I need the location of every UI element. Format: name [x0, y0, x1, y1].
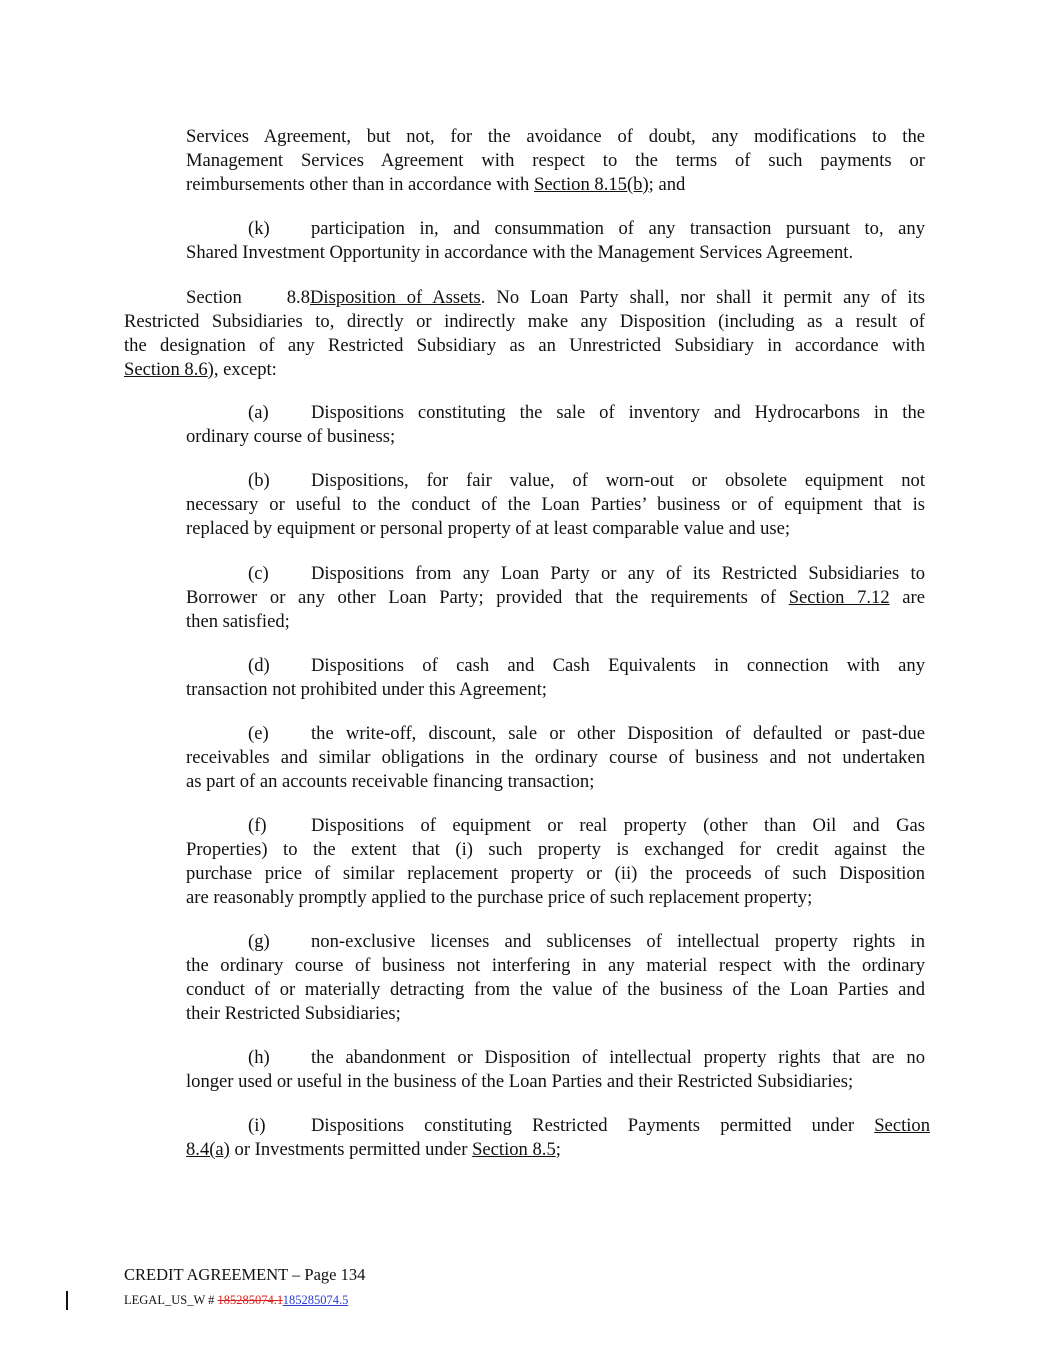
text-line: purchase price of similar replacement property or (ii) the proceeds of such Disposition [186, 863, 925, 884]
text-line [186, 401, 925, 425]
clause-k [186, 217, 930, 265]
text-line: Management Services Agreement with respect to the terms of such payments or [186, 150, 925, 171]
clause-f [186, 814, 925, 910]
clause-label: (h) [248, 1047, 270, 1068]
section-reference-8-15b[interactable]: Section 8.15(b) [534, 174, 649, 195]
text-line: then satisfied; [186, 611, 290, 632]
clause-label: (d) [248, 655, 270, 676]
text-line: Shared Investment Opportunity in accordance with the Management Services Agreement. [186, 242, 854, 263]
text-line [186, 814, 925, 838]
clause-c [186, 562, 925, 634]
text-line: the ordinary course of business not interfering in any material respect with the ordinary [186, 955, 925, 976]
text-fragment: the write-off, discount, sale or other Disposition of defaulted or past-due [311, 723, 925, 744]
text-fragment: ; [555, 1139, 561, 1160]
section-reference-8-4a[interactable]: 8.4(a) [186, 1139, 230, 1160]
section-reference-8-6[interactable]: Section 8.6 [124, 359, 208, 380]
text-fragment: are [889, 587, 925, 608]
inserted-doc-number: 185285074.5 [282, 1293, 349, 1307]
paragraph-continuation [186, 125, 925, 197]
text-line [186, 173, 925, 197]
clause-b [186, 469, 925, 541]
text-line: their Restricted Subsidiaries; [186, 1003, 401, 1024]
text-line: necessary or useful to the conduct of the Loan Parties’ business or of equipment that is [186, 494, 925, 515]
change-bar [66, 1291, 68, 1310]
section-reference-8-5[interactable]: Section 8.5 [472, 1139, 556, 1160]
text-fragment: . No Loan Party shall, nor shall it permit any of its [480, 287, 925, 308]
section-heading: Disposition of Assets [310, 287, 481, 308]
text-line: Properties) to the extent that (i) such property is exchanged for credit against the [186, 839, 925, 860]
text-line [186, 1138, 930, 1162]
text-line [186, 1046, 925, 1070]
section-reference-8-4a[interactable]: Section [874, 1115, 930, 1136]
clause-label: (c) [248, 563, 269, 584]
text-fragment: ; and [648, 174, 686, 195]
text-line: replaced by equipment or personal property of at least comparable value and use; [186, 518, 791, 539]
text-fragment: reimbursements other than in accordance with [186, 174, 534, 195]
clause-label: (b) [248, 470, 270, 491]
doc-id-prefix: LEGAL_US_W # [124, 1293, 218, 1307]
text-fragment: Dispositions from any Loan Party or any of its Restricted Subsidiaries to [311, 563, 925, 584]
text-line [186, 562, 925, 586]
clause-i [186, 1114, 930, 1162]
text-line: Services Agreement, but not, for the avoidance of doubt, any modifications to the [186, 126, 925, 147]
text-fragment: Dispositions constituting the sale of inventory and Hydrocarbons in the [311, 402, 925, 423]
footer-page-title: CREDIT AGREEMENT – Page 134 [124, 1265, 366, 1284]
text-line: Restricted Subsidiaries to, directly or indirectly make any Disposition (including as a result of [124, 311, 925, 332]
clause-label: (i) [248, 1115, 266, 1136]
text-line [124, 286, 925, 310]
deleted-doc-number: 185285074.1 [217, 1293, 283, 1307]
clause-label: (e) [248, 723, 269, 744]
text-line: as part of an accounts receivable financing transaction; [186, 771, 595, 792]
text-fragment: Borrower or any other Loan Party; provided that the requirements of [186, 587, 789, 608]
text-line [186, 217, 925, 241]
text-line: conduct of or materially detracting from the value of the business of the Loan Parties and [186, 979, 925, 1000]
text-fragment: Dispositions of cash and Cash Equivalents in connection with any [311, 655, 925, 676]
text-line: the designation of any Restricted Subsidiary as an Unrestricted Subsidiary in accordance with [124, 335, 925, 356]
text-line: longer used or useful in the business of the Loan Parties and their Restricted Subsidiaries; [186, 1071, 854, 1092]
text-fragment: non-exclusive licenses and sublicenses of intellectual property rights in [311, 931, 925, 952]
text-line [186, 654, 925, 678]
text-line [186, 930, 925, 954]
footer-document-id [124, 1292, 348, 1308]
text-fragment: Dispositions, for fair value, of worn-out or obsolete equipment not [311, 470, 925, 491]
text-line [124, 358, 925, 382]
clause-a [186, 401, 925, 449]
text-fragment: Dispositions constituting Restricted Payments permitted under [311, 1115, 875, 1136]
text-fragment: ), except: [207, 359, 277, 380]
clause-h [186, 1046, 925, 1094]
text-line [186, 469, 925, 493]
clause-label: (a) [248, 402, 269, 423]
text-fragment: the abandonment or Disposition of intellectual property rights that are no [311, 1047, 925, 1068]
text-line [186, 586, 925, 610]
text-line: ordinary course of business; [186, 426, 396, 447]
text-line: are reasonably promptly applied to the purchase price of such replacement property; [186, 887, 813, 908]
clause-label: (k) [248, 218, 270, 239]
section-8-8 [124, 286, 925, 382]
text-fragment: or Investments permitted under [229, 1139, 473, 1160]
text-line: receivables and similar obligations in the ordinary course of business and not undertaken [186, 747, 925, 768]
text-line [186, 722, 925, 746]
clause-d [186, 654, 925, 702]
clause-label: (f) [248, 815, 267, 836]
text-fragment: participation in, and consummation of any transaction pursuant to, any [311, 218, 925, 239]
text-line [186, 1114, 930, 1138]
text-line: transaction not prohibited under this Agreement; [186, 679, 547, 700]
clause-e [186, 722, 925, 794]
clause-label: (g) [248, 931, 270, 952]
text-fragment: Dispositions of equipment or real property (other than Oil and Gas [311, 815, 925, 836]
clause-g [186, 930, 925, 1026]
section-number: Section 8.8 [186, 287, 310, 308]
section-reference-7-12[interactable]: Section 7.12 [788, 587, 890, 608]
